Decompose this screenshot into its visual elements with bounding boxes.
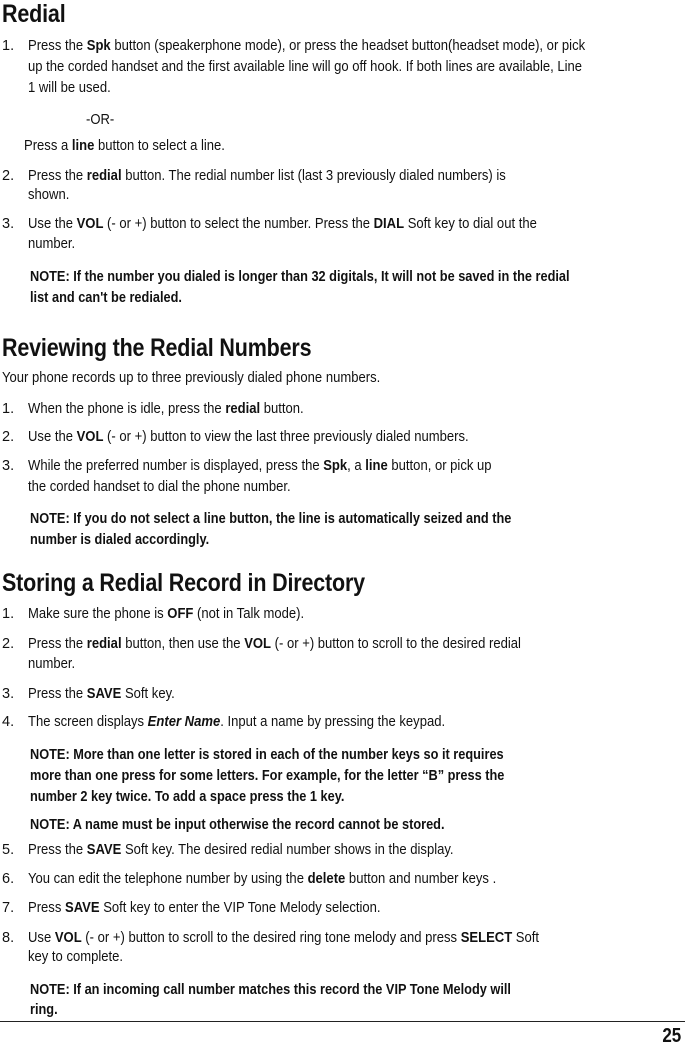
redial-step-3-line-2: number.: [28, 236, 76, 252]
storing-step-7: Press SAVE Soft key to enter the VIP Tone Melody selection.: [28, 900, 381, 916]
redial-step-3-line-1: Use the VOL (- or +) button to select the number. Press the DIAL Soft key to dial out the: [28, 216, 537, 232]
redial-step-1-line-3: 1 will be used.: [28, 80, 111, 96]
reviewing-intro: Your phone records up to three previously dialed phone numbers.: [2, 370, 381, 386]
step-number: 2.: [2, 636, 15, 652]
step-number: 1.: [2, 38, 15, 54]
press-line-instruction: Press a line button to select a line.: [24, 138, 225, 154]
redial-step-2-line-2: shown.: [28, 187, 70, 203]
section-heading-storing: Storing a Redial Record in Directory: [2, 569, 365, 597]
step-number: 3.: [2, 216, 15, 232]
redial-step-1-line-1: Press the Spk button (speakerphone mode), or press the headset button(headset mode), or pick: [28, 38, 586, 54]
redial-step-1-line-2: up the corded handset and the first available line will go off hook. If both lines are available, Line: [28, 59, 583, 75]
reviewing-step-1: When the phone is idle, press the redial button.: [28, 401, 304, 417]
storing-note-3-line-2: ring.: [30, 1002, 58, 1018]
step-number: 6.: [2, 871, 15, 887]
or-separator: -OR-: [86, 112, 115, 128]
reviewing-step-3-line-2: the corded handset to dial the phone number.: [28, 479, 291, 495]
section-heading-redial: Redial: [2, 0, 66, 28]
redial-note-line-1: NOTE: If the number you dialed is longer than 32 digitals, It will not be saved in the redial: [30, 269, 570, 285]
reviewing-step-2: Use the VOL (- or +) button to view the last three previously dialed numbers.: [28, 429, 469, 445]
step-number: 2.: [2, 168, 15, 184]
reviewing-step-3-line-1: While the preferred number is displayed, press the Spk, a line button, or pick up: [28, 458, 492, 474]
step-number: 1.: [2, 401, 15, 417]
footer-divider: [0, 1021, 685, 1022]
step-number: 3.: [2, 686, 15, 702]
storing-step-2-line-1: Press the redial button, then use the VOL (- or +) button to scroll to the desired redial: [28, 636, 521, 652]
storing-note-2: NOTE: A name must be input otherwise the record cannot be stored.: [30, 817, 445, 833]
storing-note-1-line-1: NOTE: More than one letter is stored in each of the number keys so it requires: [30, 747, 504, 763]
page-number: 25: [662, 1025, 681, 1047]
redial-note-line-2: list and can't be redialed.: [30, 290, 182, 306]
storing-step-1: Make sure the phone is OFF (not in Talk mode).: [28, 606, 305, 622]
storing-step-8-line-1: Use VOL (- or +) button to scroll to the desired ring tone melody and press SELECT Soft: [28, 930, 540, 946]
step-number: 4.: [2, 714, 15, 730]
step-number: 7.: [2, 900, 15, 916]
section-heading-reviewing: Reviewing the Redial Numbers: [2, 334, 312, 362]
redial-step-2-line-1: Press the redial button. The redial number list (last 3 previously dialed numbers) is: [28, 168, 506, 184]
storing-step-5: Press the SAVE Soft key. The desired redial number shows in the display.: [28, 842, 454, 858]
storing-step-3: Press the SAVE Soft key.: [28, 686, 175, 702]
step-number: 8.: [2, 930, 15, 946]
storing-note-3-line-1: NOTE: If an incoming call number matches this record the VIP Tone Melody will: [30, 982, 511, 998]
step-number: 5.: [2, 842, 15, 858]
step-number: 1.: [2, 606, 15, 622]
storing-step-6: You can edit the telephone number by using the delete button and number keys .: [28, 871, 497, 887]
storing-note-1-line-3: number 2 key twice. To add a space press the 1 key.: [30, 789, 345, 805]
storing-step-8-line-2: key to complete.: [28, 949, 124, 965]
storing-step-2-line-2: number.: [28, 656, 76, 672]
reviewing-note-line-2: number is dialed accordingly.: [30, 532, 210, 548]
storing-note-1-line-2: more than one press for some letters. For example, for the letter “B” press the: [30, 768, 505, 784]
reviewing-note-line-1: NOTE: If you do not select a line button, the line is automatically seized and the: [30, 511, 512, 527]
step-number: 2.: [2, 429, 15, 445]
storing-step-4: The screen displays Enter Name. Input a name by pressing the keypad.: [28, 714, 446, 730]
step-number: 3.: [2, 458, 15, 474]
